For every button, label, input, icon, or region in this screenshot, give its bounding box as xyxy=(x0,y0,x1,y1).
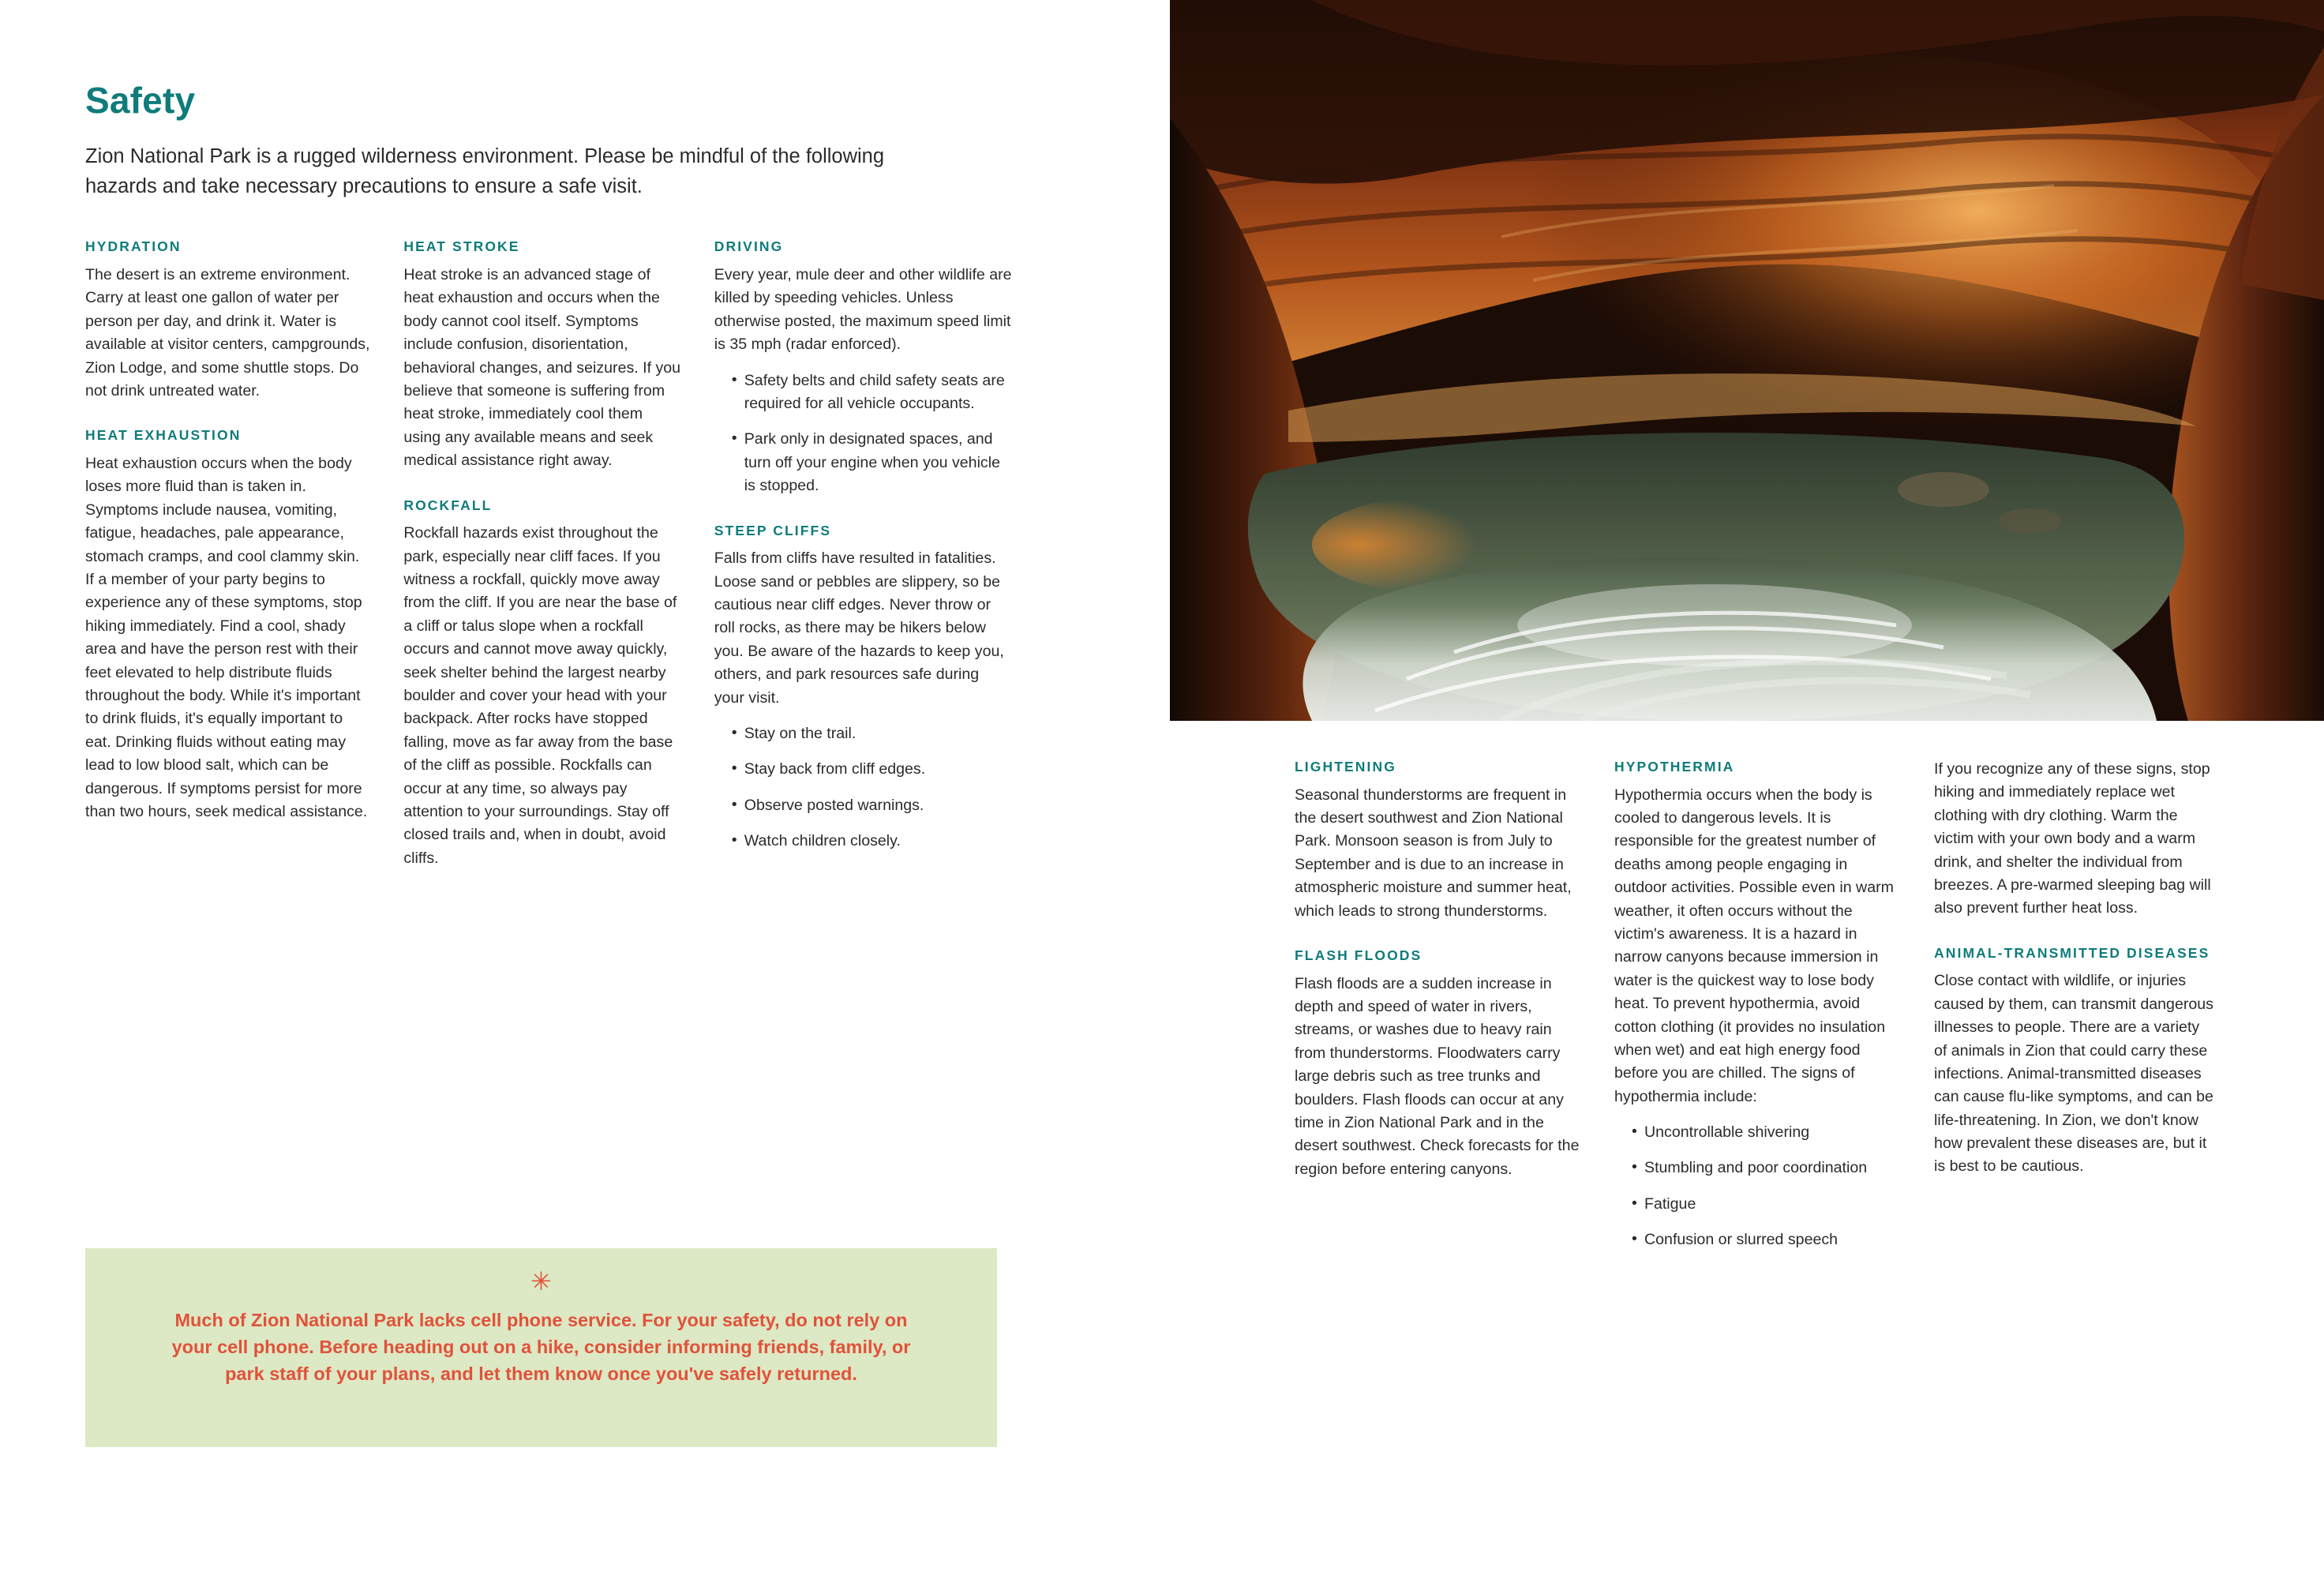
left-page-content xyxy=(85,79,1012,870)
list-item: • Park only in designated spaces, and turn off your engine when you vehicle is stopped. xyxy=(732,428,1013,497)
section-heading-flash-floods: FLASH FLOODS xyxy=(1295,947,1423,963)
section-heading-driving: DRIVING xyxy=(714,238,784,255)
callout-text: Much of Zion National Park lacks cell phone service. For your safety, do not rely on your cell phone. Before heading out on a hike, consider informing friends, family, or park staff of your plans, and let them know once you've safely returned. xyxy=(171,1310,911,1385)
section-heading-lightening: LIGHTENING xyxy=(1295,759,1396,774)
driving-bullets xyxy=(714,369,1013,498)
list-item: • Stay on the trail. xyxy=(732,722,1013,745)
section-heading-heat-exhaustion: HEAT EXHAUSTION xyxy=(85,427,242,444)
column-lightening xyxy=(1295,758,1583,1265)
column-animal-transmitted-diseases xyxy=(1934,758,2214,1265)
cell-service-callout xyxy=(85,1248,997,1447)
section-body-flash-floods: Flash floods are a sudden increase in depth and speed of water in rivers, streams, or washes due to heavy rain from thunderstorms. Floodwaters carry large debris such as tree trunks and boulders. Flash floods can occur at any time in Zion National Park and in the desert southwest. Check forecasts for the region before entering canyons. xyxy=(1295,974,1580,1178)
left-columns xyxy=(85,238,1013,870)
section-body-animal-transmitted-diseases: Close contact with wildlife, or injuries caused by them, can transmit dangerous illnesses to people. There are a variety of animals in Zion that could carry these infections. Animal-transmitted diseases can cause flu-like symptoms, and can be life-threatening. In Zion, we don't know how prevalent these diseases are, but it is best to be cautious. xyxy=(1934,972,2213,1176)
column-hypothermia xyxy=(1614,758,1902,1265)
section-heading-hydration: HYDRATION xyxy=(85,238,182,255)
section-heading-steep-cliffs: STEEP CLIFFS xyxy=(714,522,832,538)
section-heading-animal-transmitted-diseases: ANIMAL-TRANSMITTED DISEASES xyxy=(1934,944,2210,961)
list-item: • Stay back from cliff edges. xyxy=(732,758,1013,781)
section-body-steep-cliffs: Falls from cliffs have resulted in fatalities. Loose sand or pebbles are slippery, so be cautious near cliff edges. Never throw or roll rocks, as there may be hikers below you. Be aware of the hazards to keep you, others, and park resources safe during your visit. xyxy=(714,549,1004,707)
section-body-hydration: The desert is an extreme environment. Carry at least one gallon of water per person per day, and drink it. Water is available at visitor centers, campgrounds, Zion Lodge, and some shuttle stops. Do not drink untreated water. xyxy=(85,266,370,400)
list-item: • Safety belts and child safety seats are required for all vehicle occupants. xyxy=(732,369,1013,416)
steep-cliffs-bullets xyxy=(714,722,1013,853)
column-hydration xyxy=(85,238,372,870)
column-driving xyxy=(714,238,1013,870)
section-body-heat-exhaustion: Heat exhaustion occurs when the body loses more fluid than is taken in. Symptoms include nausea, vomiting, fatigue, headaches, pale appearance, stomach cramps, and cool clammy skin. If a member of your party begins to experience any of these symptoms, stop hiking immediately. Find a cool, shady area and have the person rest with their feet elevated to help distribute fluids throughout the body. While it's important to drink fluids, it's equally important to eat. Drinking fluids without eating may lead to low blood salt, which can be dangerous. If symptoms persist for more than two hours, seek medical assistance. xyxy=(85,455,368,820)
list-item: • Uncontrollable shivering xyxy=(1632,1121,1902,1144)
page-title: Safety xyxy=(85,80,196,121)
section-body-hypothermia: Hypothermia occurs when the body is cooled to dangerous levels. It is responsible for the greatest number of deaths among people engaging in outdoor activities. Possible even in warm weather, it often occurs without the victim's awareness. It is a hazard in narrow canyons because immersion in water is the quickest way to lose body heat. To prevent hypothermia, avoid cotton clothing (it provides no insulation when wet) and eat high energy food before you are chilled. The signs of hypothermia include: xyxy=(1614,786,1894,1105)
section-heading-rockfall: ROCKFALL xyxy=(403,497,493,513)
photo-artwork xyxy=(1170,0,2324,721)
section-heading-hypothermia: HYPOTHERMIA xyxy=(1614,759,1735,774)
section-body-driving: Every year, mule deer and other wildlife are killed by speeding vehicles. Unless otherwise posted, the maximum speed limit is 35 mph (radar enforced). xyxy=(714,266,1012,354)
column-heat-stroke xyxy=(403,238,682,870)
asterisk-icon: ✳ xyxy=(530,1266,552,1296)
list-item: • Observe posted warnings. xyxy=(732,794,1013,817)
list-item: • Watch children closely. xyxy=(732,830,1013,853)
list-item: • Stumbling and poor coordination xyxy=(1632,1157,1902,1180)
section-body-hypothermia-continued: If you recognize any of these signs, stop hiking and immediately replace wet clothing with dry clothing. Warm the victim with your own body and a warm drink, and shelter the individual from breezes. A pre-warmed sleeping bag will also prevent further heat loss. xyxy=(1934,760,2211,917)
section-heading-heat-stroke: HEAT STROKE xyxy=(403,238,520,255)
list-item: • Fatigue xyxy=(1632,1193,1902,1216)
hypothermia-signs-bullets xyxy=(1614,1121,1902,1252)
slot-canyon-photo xyxy=(1170,0,2324,721)
right-columns xyxy=(1295,758,2273,1265)
section-body-rockfall: Rockfall hazards exist throughout the park, especially near cliff faces. If you witness a rockfall, quickly move away from the cliff. If you are near the base of a cliff or talus slope when a rockfall occurs and cannot move away quickly, seek shelter behind the largest nearby boulder and cover your head with your backpack. After rocks have stopped falling, move as far away from the base of the cliff as possible. Rockfalls can occur at any time, so always pay attention to your surroundings. Stay off closed trails and, when in doubt, avoid cliffs. xyxy=(403,524,677,867)
right-page xyxy=(1170,0,2324,1579)
section-body-lightening: Seasonal thunderstorms are frequent in the desert southwest and Zion National Park. Monsoon season is from July to September and is due to an increase in atmospheric moisture and summer heat, which leads to strong thunderstorms. xyxy=(1295,786,1572,920)
list-item: • Confusion or slurred speech xyxy=(1632,1228,1902,1251)
section-body-heat-stroke: Heat stroke is an advanced stage of heat exhaustion and occurs when the body cannot cool itself. Symptoms include confusion, disorientation, behavioral changes, and seizures. If you believe that someone is suffering from heat stroke, immediately cool them using any available means and seek medical assistance right away. xyxy=(403,266,681,470)
intro-paragraph: Zion National Park is a rugged wilderness environment. Please be mindful of the following hazards and take necessary precautions to ensure a safe visit. xyxy=(85,145,885,197)
